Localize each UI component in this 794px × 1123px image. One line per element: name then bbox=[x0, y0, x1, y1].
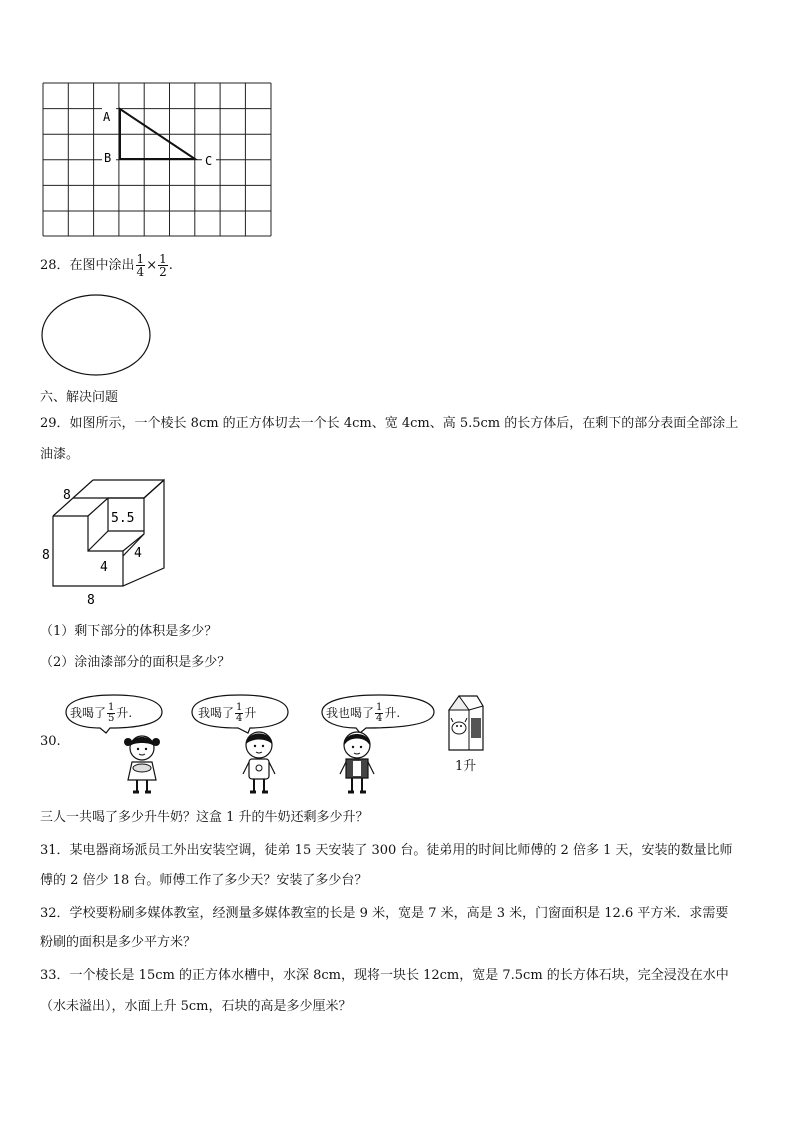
q29-sub-1: （1）剩下部分的体积是多少？ bbox=[40, 624, 218, 639]
q30-question: 三人一共喝了多少升牛奶？这盒 1 升的牛奶还剩多少升？ bbox=[40, 810, 369, 825]
dim-bottom-8: 8 bbox=[87, 593, 95, 608]
dim-left-8: 8 bbox=[42, 548, 50, 563]
frac-den: 4 bbox=[376, 713, 383, 724]
bubble-1-text bbox=[70, 703, 132, 724]
frac-num: 1 bbox=[136, 252, 145, 266]
frac-num: 1 bbox=[376, 702, 383, 713]
frac-num: 1 bbox=[108, 702, 115, 713]
bubble-2-text bbox=[198, 703, 256, 724]
milk-carton-icon bbox=[443, 692, 489, 754]
bubble-1-prefix: 我喝了 bbox=[70, 706, 107, 720]
boy-illustration-2 bbox=[334, 728, 380, 798]
q32-line-1: 32．学校要粉刷多媒体教室，经测量多媒体教室的长是 9 米，宽是 7 米，高是 3 米，门窗面积是 12.6 平方米．求需要 bbox=[40, 906, 729, 921]
times-sign: × bbox=[146, 258, 158, 273]
circle-figure bbox=[38, 293, 154, 379]
bubble-1-suffix: 升. bbox=[116, 706, 133, 720]
q29-line-2: 油漆。 bbox=[40, 447, 80, 462]
q33-line-2: （水未溢出），水面上升 5cm，石块的高是多少厘米？ bbox=[40, 999, 352, 1014]
bubble-3-fraction bbox=[375, 703, 383, 724]
label-b: B bbox=[104, 151, 112, 165]
frac-num: 1 bbox=[236, 702, 243, 713]
bubble-3-suffix: 升. bbox=[384, 706, 401, 720]
dim-right-4: 4 bbox=[134, 546, 142, 561]
q31-line-1: 31．某电器商场派员工外出安装空调，徒弟 15 天安装了 300 台。徒弟用的时间比师傅的 2 倍多 1 天，安装的数量比师 bbox=[40, 843, 733, 858]
question-28 bbox=[40, 253, 173, 278]
bubble-2-suffix: 升 bbox=[244, 706, 257, 720]
q30-number: 30. bbox=[40, 734, 61, 749]
boy-illustration-1 bbox=[236, 728, 282, 798]
bubble-3-text bbox=[326, 703, 400, 724]
frac-num: 1 bbox=[159, 252, 167, 266]
grid-triangle-figure bbox=[40, 80, 276, 240]
q28-fraction-2 bbox=[158, 253, 168, 278]
girl-illustration bbox=[118, 732, 166, 798]
cube-figure bbox=[38, 476, 178, 608]
q31-line-2: 傅的 2 倍少 18 台。师傅工作了多少天？安装了多少台？ bbox=[40, 873, 368, 888]
dim-top-8: 8 bbox=[63, 488, 71, 503]
bubble-2-prefix: 我喝了 bbox=[198, 706, 235, 720]
bubble-2-fraction bbox=[235, 703, 243, 724]
dim-mid-4: 4 bbox=[100, 560, 108, 575]
q32-line-2: 粉刷的面积是多少平方米？ bbox=[40, 935, 197, 950]
dim-inner-5-5: 5.5 bbox=[111, 511, 135, 526]
milk-label: 1升 bbox=[455, 759, 477, 774]
bubble-3-prefix: 我也喝了 bbox=[326, 706, 375, 720]
section-6-title: 六、解决问题 bbox=[40, 390, 119, 405]
frac-den: 2 bbox=[159, 265, 167, 279]
q29-sub-2: （2）涂油漆部分的面积是多少？ bbox=[40, 655, 231, 670]
period: . bbox=[168, 258, 173, 273]
frac-den: 4 bbox=[136, 265, 145, 279]
label-a: A bbox=[103, 110, 111, 124]
q28-fraction-1 bbox=[136, 253, 146, 278]
bubble-1-fraction bbox=[107, 703, 115, 724]
q28-text: 28．在图中涂出 bbox=[40, 258, 135, 273]
q33-line-1: 33．一个棱长是 15cm 的正方体水槽中，水深 8cm，现将一块长 12cm，宽是 7.5cm 的长方体石块，完全浸没在水中 bbox=[40, 968, 729, 983]
frac-den: 5 bbox=[108, 713, 115, 724]
q29-line-1: 29．如图所示，一个棱长 8cm 的正方体切去一个长 4cm、宽 4cm、高 5.5cm 的长方体后，在剩下的部分表面全部涂上 bbox=[40, 416, 739, 431]
frac-den: 4 bbox=[236, 713, 243, 724]
label-c: C bbox=[205, 154, 213, 168]
